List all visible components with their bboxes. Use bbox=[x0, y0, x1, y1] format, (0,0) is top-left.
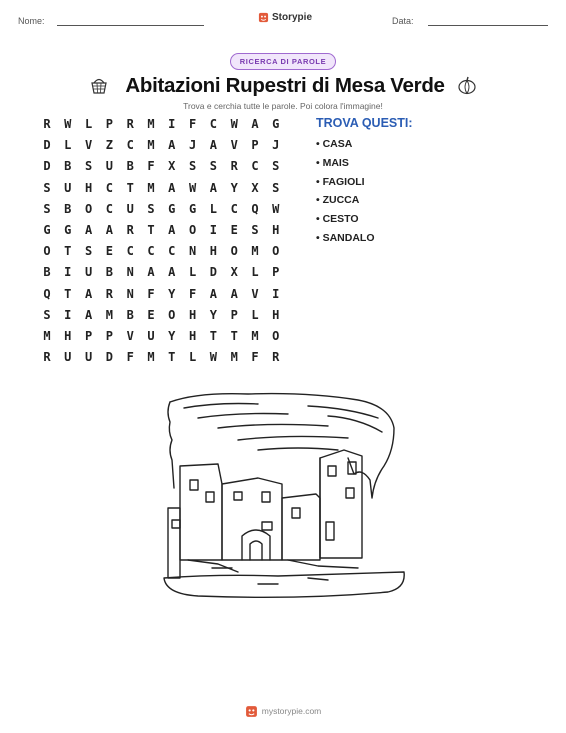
brand-name: Storypie bbox=[272, 12, 313, 23]
grid-letter[interactable]: I bbox=[209, 223, 217, 237]
grid-letter[interactable]: L bbox=[64, 138, 72, 153]
grid-letter[interactable]: S bbox=[43, 180, 51, 195]
grid-letter[interactable]: H bbox=[272, 223, 280, 237]
grid-letter[interactable]: W bbox=[209, 350, 217, 365]
word-item: • MAIS bbox=[316, 156, 349, 169]
instructions: Trova e cerchia tutte le parole. Poi colora l'immagine! bbox=[183, 101, 383, 111]
grid-letter[interactable]: C bbox=[251, 159, 259, 174]
grid-letter[interactable]: M bbox=[230, 350, 238, 365]
grid-letter[interactable]: D bbox=[43, 138, 51, 153]
grid-letter[interactable]: E bbox=[230, 223, 238, 237]
grid-letter[interactable]: I bbox=[168, 117, 176, 131]
storypie-logo-icon bbox=[245, 705, 258, 718]
grid-letter[interactable]: Y bbox=[168, 286, 176, 301]
grid-letter[interactable]: R bbox=[105, 286, 113, 301]
grid-letter[interactable]: A bbox=[168, 180, 176, 195]
grid-letter[interactable]: A bbox=[168, 138, 176, 153]
grid-letter[interactable]: Y bbox=[168, 329, 176, 343]
grid-letter[interactable]: S bbox=[147, 201, 155, 216]
grid-letter[interactable]: M bbox=[147, 180, 155, 195]
grid-letter[interactable]: U bbox=[105, 159, 113, 174]
grid-letter[interactable]: A bbox=[209, 138, 217, 153]
grid-letter[interactable]: O bbox=[168, 307, 176, 322]
grid-letter[interactable]: I bbox=[272, 286, 280, 301]
grid-letter[interactable]: L bbox=[251, 265, 259, 280]
grid-letter[interactable]: L bbox=[251, 307, 259, 322]
grid-letter[interactable]: A bbox=[168, 265, 176, 280]
grid-letter[interactable]: X bbox=[251, 180, 259, 195]
grid-letter[interactable]: A bbox=[147, 265, 155, 280]
grid-letter[interactable]: F bbox=[147, 159, 155, 174]
grid-letter[interactable]: B bbox=[105, 265, 113, 280]
page-title: Abitazioni Rupestri di Mesa Verde bbox=[125, 74, 445, 97]
grid-letter[interactable]: O bbox=[272, 329, 280, 343]
grid-letter[interactable]: T bbox=[230, 329, 238, 343]
grid-letter[interactable]: O bbox=[188, 223, 197, 237]
date-line bbox=[428, 25, 548, 26]
grid-letter[interactable]: P bbox=[84, 329, 93, 343]
title-row bbox=[0, 72, 566, 100]
grid-letter[interactable]: S bbox=[188, 159, 197, 174]
grid-letter[interactable]: P bbox=[230, 307, 238, 322]
grid-letter[interactable]: O bbox=[272, 244, 280, 259]
grid-letter[interactable]: A bbox=[105, 223, 113, 237]
grid-letter[interactable]: H bbox=[272, 307, 280, 322]
grid-letter[interactable]: H bbox=[188, 329, 197, 343]
grid-letter[interactable]: T bbox=[147, 223, 155, 237]
grid-letter[interactable]: Q bbox=[43, 286, 51, 301]
grid-letter[interactable]: J bbox=[272, 138, 280, 153]
grid-letter[interactable]: H bbox=[64, 329, 72, 343]
grid-letter[interactable]: X bbox=[168, 159, 176, 174]
grid-letter[interactable]: M bbox=[147, 117, 155, 131]
grid-letter[interactable]: I bbox=[64, 307, 72, 322]
grid-letter[interactable]: Z bbox=[105, 138, 113, 153]
grid-letter[interactable]: O bbox=[84, 201, 93, 216]
footer-url: mystorypie.com bbox=[261, 706, 322, 716]
grid-letter[interactable]: C bbox=[105, 180, 113, 195]
word-item: • SANDALO bbox=[316, 231, 375, 244]
grid-letter[interactable]: O bbox=[43, 244, 51, 259]
grid-letter[interactable]: F bbox=[251, 350, 259, 365]
basket-icon bbox=[89, 75, 109, 95]
grid-letter[interactable]: S bbox=[84, 159, 93, 174]
grid-letter[interactable]: D bbox=[43, 159, 51, 174]
grid-letter[interactable]: H bbox=[209, 244, 217, 259]
word-item: • CESTO bbox=[316, 213, 359, 226]
grid-letter[interactable]: N bbox=[188, 244, 197, 259]
grid-letter[interactable]: A bbox=[230, 286, 238, 301]
grid-letter[interactable]: S bbox=[84, 244, 93, 259]
storypie-logo-icon bbox=[258, 12, 269, 23]
find-list-title: TROVA QUESTI: bbox=[316, 116, 413, 130]
pumpkin-icon bbox=[457, 75, 477, 95]
grid-letter[interactable]: A bbox=[84, 307, 93, 322]
grid-letter[interactable]: U bbox=[84, 350, 93, 365]
grid-letter[interactable]: U bbox=[64, 180, 72, 195]
grid-letter[interactable]: C bbox=[209, 117, 217, 131]
grid-letter[interactable]: R bbox=[126, 117, 134, 131]
grid-letter[interactable]: B bbox=[126, 159, 134, 174]
grid-letter[interactable]: S bbox=[43, 307, 51, 322]
grid-letter[interactable]: B bbox=[64, 159, 72, 174]
grid-letter[interactable]: H bbox=[84, 180, 93, 195]
grid-letter[interactable]: W bbox=[188, 180, 197, 195]
grid-letter[interactable]: S bbox=[251, 223, 259, 237]
grid-letter[interactable]: N bbox=[126, 286, 134, 301]
word-item: • FAGIOLI bbox=[316, 175, 365, 188]
grid-letter[interactable]: P bbox=[105, 329, 113, 343]
grid-letter[interactable]: A bbox=[251, 117, 259, 131]
grid-letter[interactable]: M bbox=[251, 244, 259, 259]
grid-letter[interactable]: U bbox=[126, 201, 134, 216]
grid-letter[interactable]: C bbox=[168, 244, 176, 259]
grid-letter[interactable]: R bbox=[230, 159, 238, 174]
grid-letter[interactable]: R bbox=[272, 350, 280, 365]
grid-letter[interactable]: A bbox=[168, 223, 176, 237]
grid-letter[interactable]: R bbox=[43, 117, 51, 131]
grid-letter[interactable]: A bbox=[209, 286, 217, 301]
grid-letter[interactable]: B bbox=[126, 307, 134, 322]
grid-letter[interactable]: I bbox=[64, 265, 72, 280]
grid-letter[interactable]: M bbox=[43, 329, 51, 343]
grid-letter[interactable]: V bbox=[251, 286, 259, 301]
grid-letter[interactable]: A bbox=[84, 286, 93, 301]
grid-letter[interactable]: G bbox=[43, 223, 51, 237]
grid-letter[interactable]: Y bbox=[209, 307, 217, 322]
grid-letter[interactable]: L bbox=[188, 350, 197, 365]
grid-letter[interactable]: T bbox=[126, 180, 134, 195]
grid-letter[interactable]: F bbox=[147, 286, 155, 301]
grid-letter[interactable]: A bbox=[209, 180, 217, 195]
grid-letter[interactable]: D bbox=[105, 350, 113, 365]
grid-letter[interactable]: T bbox=[168, 350, 176, 365]
grid-letter[interactable]: F bbox=[188, 117, 197, 131]
grid-letter[interactable]: C bbox=[126, 138, 134, 153]
grid-letter[interactable]: T bbox=[209, 329, 217, 343]
grid-letter[interactable]: P bbox=[272, 265, 280, 280]
word-list bbox=[316, 135, 375, 248]
grid-letter[interactable]: C bbox=[105, 201, 113, 216]
grid-letter[interactable]: V bbox=[126, 329, 134, 343]
grid-letter[interactable]: W bbox=[272, 201, 280, 216]
grid-letter[interactable]: B bbox=[64, 201, 72, 216]
grid-letter[interactable]: W bbox=[230, 117, 238, 131]
grid-letter[interactable]: C bbox=[230, 201, 238, 216]
grid-letter[interactable]: S bbox=[272, 180, 280, 195]
grid-letter[interactable]: M bbox=[251, 329, 259, 343]
grid-letter[interactable]: T bbox=[64, 244, 72, 259]
grid-letter[interactable]: S bbox=[209, 159, 217, 174]
grid-letter[interactable]: R bbox=[126, 223, 134, 237]
grid-letter[interactable]: O bbox=[230, 244, 238, 259]
grid-letter[interactable]: L bbox=[84, 117, 93, 131]
grid-letter[interactable]: U bbox=[64, 350, 72, 365]
grid-letter[interactable]: E bbox=[147, 307, 155, 322]
grid-letter[interactable]: T bbox=[64, 286, 72, 301]
grid-letter[interactable]: G bbox=[188, 201, 197, 216]
grid-letter[interactable]: X bbox=[230, 265, 238, 280]
grid-letter[interactable]: C bbox=[147, 244, 155, 259]
grid-letter[interactable]: Y bbox=[230, 180, 238, 195]
grid-letter[interactable]: U bbox=[84, 265, 93, 280]
grid-letter[interactable]: F bbox=[126, 350, 134, 365]
grid-letter[interactable]: C bbox=[126, 244, 134, 259]
grid-letter[interactable]: G bbox=[272, 117, 280, 131]
grid-letter[interactable]: J bbox=[188, 138, 197, 153]
name-line bbox=[57, 25, 204, 26]
grid-letter[interactable]: M bbox=[105, 307, 113, 322]
grid-letter[interactable]: H bbox=[188, 307, 197, 322]
grid-letter[interactable]: E bbox=[105, 244, 113, 259]
activity-badge: RICERCA DI PAROLE bbox=[230, 53, 336, 70]
grid-letter[interactable]: R bbox=[43, 350, 51, 365]
grid-letter[interactable]: W bbox=[64, 117, 72, 131]
grid-letter[interactable]: Q bbox=[251, 201, 259, 216]
word-item: • CASA bbox=[316, 138, 353, 150]
footer bbox=[0, 703, 566, 719]
grid-letter[interactable]: L bbox=[188, 265, 197, 280]
grid-letter[interactable]: L bbox=[209, 201, 217, 216]
grid-letter[interactable]: F bbox=[188, 286, 197, 301]
word-item: • ZUCCA bbox=[316, 194, 360, 207]
brand bbox=[258, 12, 312, 23]
grid-letter[interactable]: A bbox=[84, 223, 93, 237]
grid-letter[interactable]: P bbox=[105, 117, 113, 131]
grid-letter[interactable]: G bbox=[64, 223, 72, 237]
grid-letter[interactable]: S bbox=[272, 159, 280, 174]
grid-letter[interactable]: S bbox=[43, 201, 51, 216]
grid-letter[interactable]: M bbox=[147, 138, 155, 153]
grid-letter[interactable]: U bbox=[147, 329, 155, 343]
grid-letter[interactable]: V bbox=[84, 138, 93, 153]
grid-letter[interactable]: B bbox=[43, 265, 51, 280]
grid-letter[interactable]: P bbox=[251, 138, 259, 153]
grid-letter[interactable]: D bbox=[209, 265, 217, 280]
name-label: Nome: bbox=[18, 16, 45, 26]
date-label: Data: bbox=[392, 16, 414, 26]
grid-letter[interactable]: N bbox=[126, 265, 134, 280]
grid-letter[interactable]: V bbox=[230, 138, 238, 153]
cliff-dwelling-illustration bbox=[158, 388, 410, 606]
grid-letter[interactable]: G bbox=[168, 201, 176, 216]
grid-letter[interactable]: M bbox=[147, 350, 155, 365]
worksheet-header bbox=[0, 12, 566, 32]
